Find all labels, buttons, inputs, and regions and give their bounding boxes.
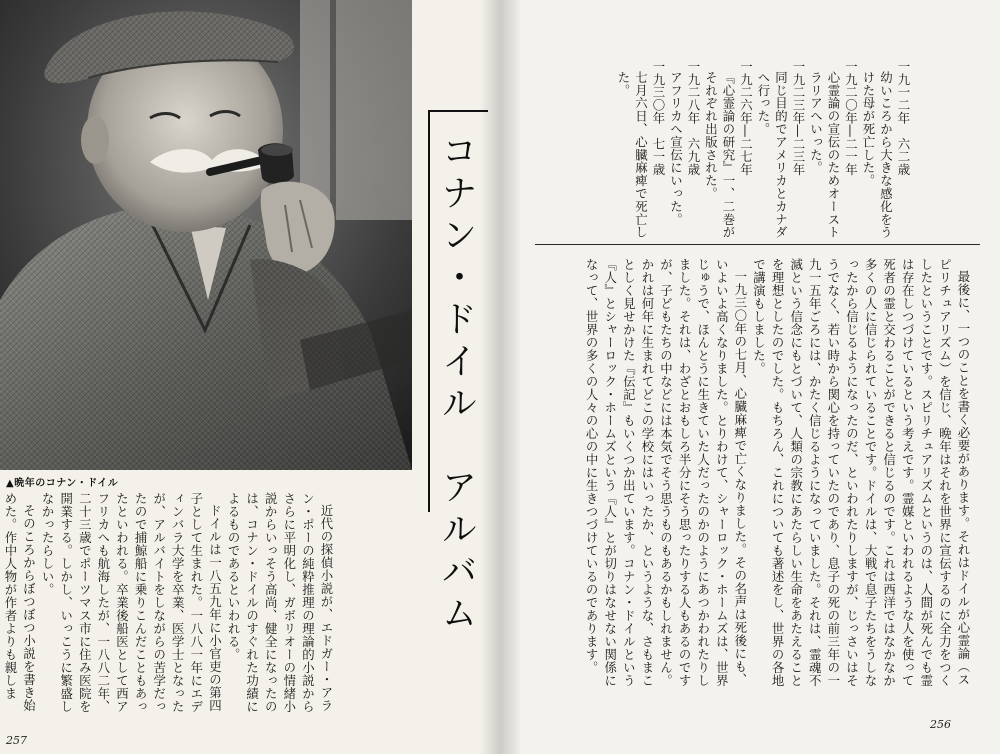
photo-caption: ▲晩年のコナン・ドイル [6,478,119,489]
chronology-entry [790,60,808,242]
chronology-year: 一九二八年 六九歳 [686,60,701,177]
chronology-year: 一九三〇年 七一歳 [651,60,666,177]
section-divider [535,244,980,245]
chronology-entry [842,60,860,242]
right-paragraph: 一九三〇年の七月、心臓麻痺で亡くなりました。その名声は死後にも、いよいよ高くなりました。とりわけて、シャーロック・ホームズは、世界じゅうで、ほんとうに生きていた人だったのかのようにあつかわれたりしました。それは、わざとおもしろ半分にそう思ったりする人もあるのですが、子どもたちの中などには本気でそう思うものもあるかもしれません。かれは何年に生まれてどこの学校にはいったか、というような、さもまことしく見せかけた『伝記』もいくつか出ています。コナン・ドイルという『人』とシャーロック・ホームズという『人』とが切りはなせない関係になって、世界の多くの人々の心の中に生きつづけているのであります。 [584,258,748,687]
page-number-left: 257 [6,734,27,747]
chronology-text: 幼いころから大きな感化をうけた母が死亡した。 [861,71,894,239]
chronology-text: アフリカへ宣伝にいった。 [668,71,684,226]
right-body-text [584,258,972,698]
page-number-right: 256 [930,718,951,731]
left-body-text [2,492,335,722]
left-paragraph: ドイルは一八五九年に小官吏の第四子として生まれた。一八八一年にエディンバラ大学を卒業、医学士となったが、アルバイトをしながらの苦学だったので捕鯨船に乗りこんだこともあったといわれる。卒業後船医として西アフリカへも航海したが、一八八二年、二十三歳でポーツマス市に住み医院を開業する。しかし、いっこうに繁盛しなかったらしい。 [40,492,223,713]
portrait-illustration [0,0,412,470]
chronology-text: 『心霊論の研究』一、二巻がそれぞれ出版された。 [703,71,736,239]
chronology-text: 同じ目的でアメリカとカナダへ行った。 [756,71,789,239]
left-paragraph: 近代の探偵小説が、エドガー・アラン・ポーの純粋推理の理論的小説からさらに平明化し、ガボリオーの情緒小説からいっそう高尚、健全になったのは、コナン・ドイルのすぐれた功績によるものであるといわれる。 [226,492,334,713]
chronology-text: 心霊論の宣伝のためオーストラリアへいった。 [808,71,841,239]
album-title: コナン・ドイル アルバム [436,132,477,636]
chronology-year: 一九二〇年―二一年 [843,60,859,177]
chronology-entry [737,60,755,242]
chronology-year: 一九二三年―二三年 [791,60,806,177]
chronology-entry [685,60,703,242]
chronology-entry [650,60,668,242]
portrait-photo [0,0,412,470]
chronology-text: 七月六日、心臓麻痺で死亡した。 [616,71,649,239]
chronology-entry [895,60,913,242]
chronology [612,60,912,242]
chronology-year: 一九一二年 六二歳 [896,60,911,177]
right-paragraph: 最後に、一つのことを書く必要があります。それはドイルが心霊論（スピリチュアリズム）を信じ、晩年はそれを世界に宣伝するのに全力をつくしたということです。スピリチュアリズムというのは、人間が死んでも霊は存在しつづけているという考えです。霊媒といわれるような人を使って死者の霊と交わることができると信じるのです。これは西洋ではなかなか多くの人に信じられていることです。ドイルは、大戦で息子たちをうしなったから信じるようになったのだ、といわれたりしますが、じっさいはそうでなく、若い時から関心を持っていたのであり、息子の死の前三年の一九一五年ごろには、かたく信じるようになっていました。それは、霊魂不滅という信念にもとづいて、人類の宗教にあたらしい生命をあたえることを理想としたのでした。もちろん、これについても著述をし、世界の各地で講演もしました。 [751,258,971,687]
left-paragraph: そのころからぼつぼつ小説を書き始めた。作中人物が作者よりも親しま [2,492,37,713]
chronology-year: 一九二六年―二七年 [738,60,754,177]
